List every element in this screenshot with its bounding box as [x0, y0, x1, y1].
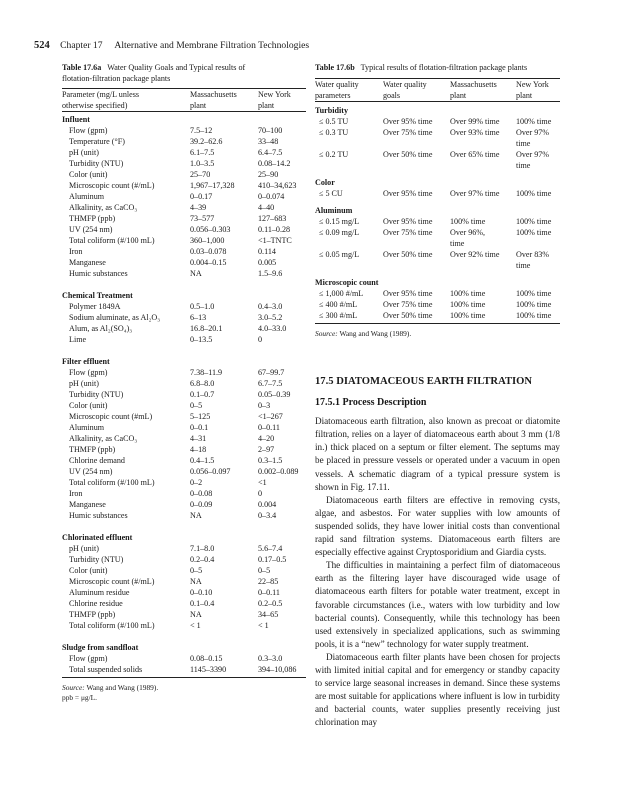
- table-row: [62, 224, 306, 235]
- table-row: [315, 216, 560, 227]
- table-row: [315, 138, 560, 149]
- table-row: [62, 455, 306, 466]
- table-cell: Alkalinity, as CaCO₃: [69, 434, 138, 443]
- table-cell: 100% time: [450, 216, 486, 226]
- caption-line-2: flotation-filtration package plants: [62, 73, 171, 83]
- table-cell: 0.2–0.5: [258, 599, 283, 608]
- table-cell: 0–0.09: [190, 500, 213, 509]
- header-col3-line1: Massachusetts: [450, 79, 497, 89]
- table-cell: Over 99% time: [450, 116, 500, 126]
- table-cell: Humic substances: [69, 511, 128, 520]
- table-cell: Microscopic count (#mL): [69, 412, 153, 421]
- table-cell: 100% time: [450, 288, 486, 298]
- table-cell: pH (unit): [69, 544, 99, 553]
- table-row: [62, 576, 306, 587]
- table-cell: 70–100: [258, 126, 283, 135]
- table-row: [62, 653, 306, 664]
- table-section-title: Color: [315, 177, 335, 187]
- table-row: [315, 249, 560, 260]
- table-row: [62, 125, 306, 136]
- table-cell: 0.5–1.0: [190, 302, 215, 311]
- table-cell: Flow (gpm): [69, 126, 108, 135]
- table-row: [62, 268, 306, 279]
- table-cell: 0.114: [258, 247, 276, 256]
- table-row: [62, 477, 306, 488]
- table-row: [62, 334, 306, 345]
- table-cell: 100% time: [516, 310, 552, 320]
- table-cell: NA: [190, 577, 202, 586]
- table-cell: 0.3–1.5: [258, 456, 283, 465]
- table-cell: 0.005: [258, 258, 277, 267]
- table-cell: 410–34,623: [258, 181, 297, 190]
- table-cell: ≤ 0.05 mg/L: [319, 249, 360, 259]
- table-cell: 6.1–7.5: [190, 148, 215, 157]
- table-cell: Over 95% time: [383, 288, 433, 298]
- chapter-label: Chapter 17: [60, 40, 103, 51]
- table-cell: 4–18: [190, 445, 207, 454]
- table-cell: Total coliform (#/100 mL): [69, 621, 155, 630]
- table-row: [62, 301, 306, 312]
- header-col4-line2: plant: [516, 90, 533, 100]
- table-section-title: Aluminum: [315, 205, 353, 215]
- table-section-title: Microscopic count: [315, 277, 379, 287]
- table-cell: ≤ 0.5 TU: [319, 116, 349, 126]
- table-cell: 100% time: [516, 188, 552, 198]
- table-cell: Sodium aluminate, as Al₂O₃: [69, 313, 161, 322]
- source-text: Wang and Wang (1989).: [86, 683, 159, 692]
- table-section-title: Turbidity: [315, 105, 348, 115]
- table-cell: Over 93% time: [450, 127, 500, 137]
- running-header: [34, 40, 309, 51]
- table-cell: time: [516, 160, 531, 170]
- table-cell: 0.08–0.15: [190, 654, 223, 663]
- table-cell: pH (unit): [69, 379, 99, 388]
- table-cell: 5–125: [190, 412, 211, 421]
- table-cell: Aluminum: [69, 192, 105, 201]
- source-label: Source:: [62, 683, 85, 692]
- header-col3-line1: New York: [258, 90, 291, 99]
- table-cell: Chlorine demand: [69, 456, 125, 465]
- table-cell: NA: [190, 269, 202, 278]
- table-cell: NA: [190, 511, 202, 520]
- table-cell: time: [516, 138, 531, 148]
- header-col3-line2: plant: [450, 90, 467, 100]
- table-cell: 6.4–7.5: [258, 148, 283, 157]
- table-cell: 39.2–62.6: [190, 137, 223, 146]
- table-cell: 0.4–1.5: [190, 456, 215, 465]
- table-cell: Color (unit): [69, 566, 108, 575]
- table-cell: Iron: [69, 489, 83, 498]
- paragraph: Diatomaceous earth filtration, also known as precoat or diatomite filtration, relies on a layer of diatomaceous earth about 3 mm (1/8 in.) thick placed on a septum or filter element. The septums may be placed in pressure vessels or operated under a vacuum in open vessels. A schematic diagram of a typical pressure system is shown in Fig. 17.11.: [315, 416, 560, 492]
- table-cell: Color (unit): [69, 170, 108, 179]
- table-cell: 0.05–0.39: [258, 390, 291, 399]
- table-cell: UV (254 nm): [69, 467, 113, 476]
- table-cell: Over 50% time: [383, 149, 433, 159]
- table-cell: Turbidity (NTU): [69, 159, 124, 168]
- table-header: [315, 79, 560, 101]
- table-cell: 4–39: [190, 203, 207, 212]
- table-cell: 0.4–3.0: [258, 302, 283, 311]
- header-col2-line1: Massachusetts: [190, 90, 237, 99]
- section-heading: 17.5 DIATOMACEOUS EARTH FILTRATION: [315, 376, 533, 387]
- table-row: [62, 587, 306, 598]
- table-row: [62, 312, 306, 323]
- table-cell: ≤ 0.3 TU: [319, 127, 349, 137]
- table-cell: 0.004: [258, 500, 277, 509]
- table-caption: [62, 63, 306, 84]
- table-row: [62, 499, 306, 510]
- table-cell: 0–3: [258, 401, 271, 410]
- table-cell: 100% time: [450, 310, 486, 320]
- table-section-title: Filter effluent: [62, 357, 110, 366]
- table-cell: 4–20: [258, 434, 275, 443]
- table-row: [62, 136, 306, 147]
- table-cell: ≤ 0.15 mg/L: [319, 216, 360, 226]
- source-text: Wang and Wang (1989).: [339, 328, 412, 338]
- table-17-6b: [315, 63, 560, 338]
- table-cell: Alum, as Al₂(SO₄)₃: [69, 324, 133, 333]
- table-row: [315, 310, 560, 321]
- table-cell: 67–99.7: [258, 368, 285, 377]
- table-cell: ≤ 0.2 TU: [319, 149, 349, 159]
- table-cell: 7.5–12: [190, 126, 213, 135]
- table-cell: 33–48: [258, 137, 279, 146]
- table-cell: Over 97%: [516, 127, 550, 137]
- article-body: [315, 375, 560, 729]
- table-cell: 0–5: [190, 401, 203, 410]
- table-row: [62, 378, 306, 389]
- table-cell: Aluminum residue: [69, 588, 130, 597]
- table-row: [62, 400, 306, 411]
- table-row: [315, 227, 560, 238]
- table-cell: 6.8–8.0: [190, 379, 215, 388]
- table-17-6a: [62, 63, 306, 702]
- source-label: Source:: [315, 328, 338, 338]
- caption-line-1: Water Quality Goals and Typical results of: [107, 63, 246, 72]
- table-cell: Polymer 1849A: [69, 302, 121, 311]
- table-row: [62, 180, 306, 191]
- table-row: [62, 158, 306, 169]
- table-cell: 1.5–9.6: [258, 269, 283, 278]
- table-cell: Over 97%: [516, 149, 550, 159]
- table-cell: Lime: [69, 335, 87, 344]
- table-cell: Total suspended solids: [69, 665, 143, 674]
- table-cell: 0–5: [190, 566, 203, 575]
- table-cell: Over 75% time: [383, 127, 433, 137]
- table-cell: Turbidity (NTU): [69, 555, 124, 564]
- table-cell: 394–10,086: [258, 665, 297, 674]
- table-cell: Total coliform (#/100 mL): [69, 236, 155, 245]
- table-label: Table 17.6b: [315, 63, 355, 72]
- table-cell: Microscopic count (#/mL): [69, 181, 155, 190]
- table-cell: 0–0.17: [190, 192, 213, 201]
- table-cell: 100% time: [516, 116, 552, 126]
- table-cell: 100% time: [450, 299, 486, 309]
- table-row: [62, 466, 306, 477]
- table-row: [62, 444, 306, 455]
- table-cell: 5.6–7.4: [258, 544, 283, 553]
- table-cell: < 1: [258, 621, 269, 630]
- table-row: [62, 389, 306, 400]
- table-cell: Flow (gpm): [69, 368, 108, 377]
- table-row: [62, 367, 306, 378]
- table-row: [315, 188, 560, 199]
- table-cell: < 1: [190, 621, 201, 630]
- table-body: [315, 105, 560, 321]
- table-row: [62, 664, 306, 675]
- table-cell: 0–2: [190, 478, 203, 487]
- table-row: [62, 510, 306, 521]
- table-cell: 25–90: [258, 170, 279, 179]
- table-cell: 73–577: [190, 214, 215, 223]
- table-row: [315, 149, 560, 160]
- table-cell: 0.002–0.089: [258, 467, 299, 476]
- table-row: [315, 116, 560, 127]
- table-cell: 2–97: [258, 445, 275, 454]
- table-cell: ≤ 5 CU: [319, 188, 343, 198]
- subsection-heading: 17.5.1 Process Description: [315, 397, 427, 409]
- table-cell: Over 75% time: [383, 227, 433, 237]
- table-row: [62, 422, 306, 433]
- header-col2-line2: goals: [383, 90, 401, 100]
- table-row: [62, 257, 306, 268]
- table-cell: 0: [258, 489, 263, 498]
- table-label: Table 17.6a: [62, 63, 102, 72]
- table-cell: Color (unit): [69, 401, 108, 410]
- table-row: [62, 488, 306, 499]
- table-cell: 4.0–33.0: [258, 324, 287, 333]
- table-cell: 16.8–20.1: [190, 324, 223, 333]
- table-body: [62, 114, 306, 675]
- table-cell: Over 83%: [516, 249, 550, 259]
- table-cell: 0.08–14.2: [258, 159, 291, 168]
- table-cell: 0–0.074: [258, 192, 285, 201]
- table-cell: UV (254 nm): [69, 225, 113, 234]
- table-row: [315, 127, 560, 138]
- table-cell: 0.03–0.078: [190, 247, 227, 256]
- page-number: 524: [34, 40, 50, 51]
- table-cell: THMFP (ppb): [69, 214, 116, 223]
- table-cell: Over 97% time: [450, 188, 500, 198]
- table-cell: 0–13.5: [190, 335, 213, 344]
- table-cell: 100% time: [516, 288, 552, 298]
- table-cell: Alkalinity, as CaCO₃: [69, 203, 138, 212]
- table-cell: 6–13: [190, 313, 207, 322]
- header-col1-line2: parameters: [315, 90, 351, 100]
- table-cell: 6.7–7.5: [258, 379, 283, 388]
- paragraph: Diatomaceous earth filter plants have been chosen for projects with limited initial capital and for emergency or standby capacity to service large seasonal increases in demand. Since these systems are most suitable for applications where influent is low in turbidity and bacterial counts, water supplies presently receiving just chlorination may: [315, 651, 560, 728]
- table-cell: Humic substances: [69, 269, 128, 278]
- table-row: [62, 235, 306, 246]
- table-cell: Over 92% time: [450, 249, 500, 259]
- table-cell: 0.004–0.15: [190, 258, 227, 267]
- table-cell: 4–31: [190, 434, 207, 443]
- table-note: ppb = μg/L.: [62, 692, 98, 702]
- table-cell: 22–85: [258, 577, 279, 586]
- table-cell: <1: [258, 478, 267, 487]
- table-cell: Over 95% time: [383, 188, 433, 198]
- table-cell: 0–0.10: [190, 588, 213, 597]
- table-cell: 100% time: [516, 227, 552, 237]
- table-source: [62, 683, 306, 702]
- table-cell: 7.1–8.0: [190, 544, 215, 553]
- table-cell: Manganese: [69, 258, 106, 267]
- table-row: [62, 191, 306, 202]
- table-cell: 0–0.11: [258, 423, 280, 432]
- table-section-title: Sludge from sandfloat: [62, 643, 139, 652]
- table-cell: Turbidity (NTU): [69, 390, 124, 399]
- table-row: [315, 299, 560, 310]
- table-row: [62, 246, 306, 257]
- table-cell: 3.0–5.2: [258, 313, 283, 322]
- table-header: [62, 89, 306, 111]
- table-caption: [315, 63, 560, 74]
- table-cell: Total coliform (#/100 mL): [69, 478, 155, 487]
- table-cell: 0–0.11: [258, 588, 280, 597]
- table-cell: 0–5: [258, 566, 271, 575]
- table-cell: 100% time: [516, 299, 552, 309]
- header-col1-line1: Water quality: [315, 79, 359, 89]
- table-row: [62, 202, 306, 213]
- table-row: [62, 554, 306, 565]
- table-cell: 360–1,000: [190, 236, 225, 245]
- table-cell: 0–0.1: [190, 423, 209, 432]
- table-row: [62, 323, 306, 334]
- chapter-title: Alternative and Membrane Filtration Technologies: [114, 40, 310, 51]
- header-col1-line1: Parameter (mg/L unless: [62, 90, 140, 99]
- table-cell: Chlorine residue: [69, 599, 123, 608]
- table-row: [62, 169, 306, 180]
- table-cell: 1,967–17,328: [190, 181, 235, 190]
- table-cell: 0.056–0.097: [190, 467, 231, 476]
- table-row: [62, 620, 306, 631]
- table-cell: THMFP (ppb): [69, 445, 116, 454]
- table-cell: Iron: [69, 247, 83, 256]
- paragraph: The difficulties in maintaining a perfect film of diatomaceous earth as the filtering layer have discouraged wide usage of diatomaceous earth filters for potable water treatment, except in favorable circumstances (i.e., waters with low turbidity and low bacterial counts). Consequently, while this technology has been used extensively in specialized applications, such as swimming pools, it is a “new” technology for water supply treatment.: [315, 560, 560, 649]
- table-cell: Over 50% time: [383, 310, 433, 320]
- table-cell: Over 50% time: [383, 249, 433, 259]
- table-cell: 0: [258, 335, 263, 344]
- table-cell: 0–0.08: [190, 489, 213, 498]
- table-row: [62, 565, 306, 576]
- table-cell: 100% time: [516, 216, 552, 226]
- table-row: [62, 213, 306, 224]
- table-row: [315, 260, 560, 271]
- table-cell: 0.3–3.0: [258, 654, 283, 663]
- table-cell: 4–40: [258, 203, 275, 212]
- paragraph: Diatomaceous earth filters are effective in removing cysts, algae, and asbestos. For water supplies with low amounts of suspended solids, they have lower initial costs than conventional rapid sand filtration systems. Diatomaceous earth filters are especially effective against Cryptosporidium and Giardia cysts.: [315, 494, 560, 558]
- table-section-title: Chemical Treatment: [62, 291, 133, 300]
- table-cell: 25–70: [190, 170, 211, 179]
- table-cell: 0.17–0.5: [258, 555, 287, 564]
- table-cell: Temperature (°F): [69, 137, 125, 146]
- table-cell: ≤ 1,000 #/mL: [319, 288, 364, 298]
- table-cell: Over 65% time: [450, 149, 500, 159]
- table-cell: 127–683: [258, 214, 287, 223]
- table-cell: 1.0–3.5: [190, 159, 215, 168]
- table-cell: Microscopic count (#/mL): [69, 577, 155, 586]
- table-source: [315, 329, 560, 339]
- table-cell: ≤ 300 #/mL: [319, 310, 358, 320]
- table-row: [315, 238, 560, 249]
- table-cell: 0.1–0.7: [190, 390, 215, 399]
- header-col3-line2: plant: [258, 101, 275, 110]
- table-section-title: Influent: [62, 115, 90, 124]
- table-cell: 0.1–0.4: [190, 599, 215, 608]
- caption-text: Typical results of flotation-filtration package plants: [360, 63, 528, 72]
- table-cell: 34–65: [258, 610, 279, 619]
- header-col4-line1: New York: [516, 79, 549, 89]
- table-cell: Manganese: [69, 500, 106, 509]
- table-cell: time: [516, 260, 531, 270]
- table-cell: 0.056–0.303: [190, 225, 231, 234]
- table-cell: 0.2–0.4: [190, 555, 215, 564]
- table-cell: ≤ 400 #/mL: [319, 299, 358, 309]
- table-row: [62, 543, 306, 554]
- table-row: [62, 609, 306, 620]
- table-row: [315, 160, 560, 171]
- table-row: [62, 147, 306, 158]
- table-cell: 0–3.4: [258, 511, 277, 520]
- table-cell: <1–267: [258, 412, 283, 421]
- table-cell: Flow (gpm): [69, 654, 108, 663]
- header-col1-line2: otherwise specified): [62, 101, 128, 110]
- table-cell: time: [450, 238, 465, 248]
- table-cell: <1–TNTC: [258, 236, 292, 245]
- table-cell: 7.38–11.9: [190, 368, 223, 377]
- table-cell: 1145–3390: [190, 665, 227, 674]
- table-row: [62, 433, 306, 444]
- table-cell: Aluminum: [69, 423, 105, 432]
- table-row: [62, 411, 306, 422]
- table-cell: ≤ 0.09 mg/L: [319, 227, 360, 237]
- table-cell: pH (unit): [69, 148, 99, 157]
- table-cell: Over 75% time: [383, 299, 433, 309]
- table-cell: Over 95% time: [383, 216, 433, 226]
- table-cell: Over 95% time: [383, 116, 433, 126]
- table-row: [62, 598, 306, 609]
- header-col2-line1: Water quality: [383, 79, 427, 89]
- table-section-title: Chlorinated effluent: [62, 533, 133, 542]
- table-cell: THMFP (ppb): [69, 610, 116, 619]
- table-cell: Over 96%,: [450, 227, 486, 237]
- table-cell: 0.11–0.28: [258, 225, 291, 234]
- table-cell: NA: [190, 610, 202, 619]
- table-row: [315, 288, 560, 299]
- header-col2-line2: plant: [190, 101, 207, 110]
